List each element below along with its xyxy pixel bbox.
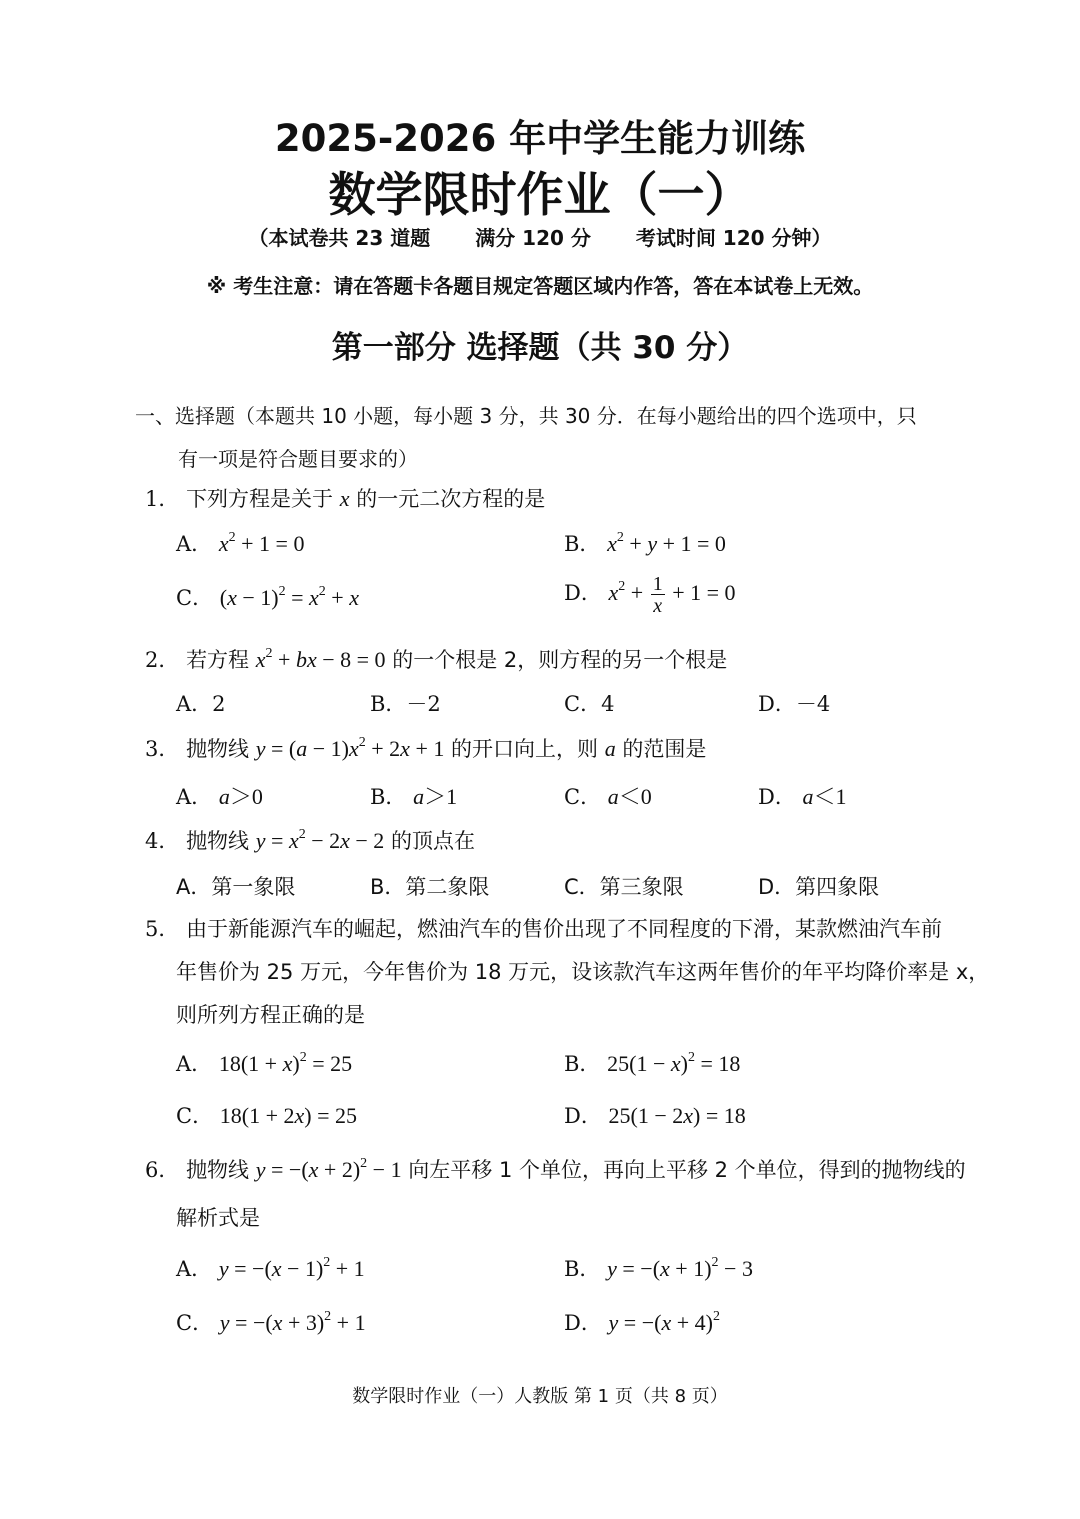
question-6-option-d: D． $y = -(x + 4)^2$ [564, 1309, 720, 1335]
question-2-number: 2． [145, 648, 180, 672]
title-line1: 2025-2026 年中学生能力训练 [274, 117, 806, 160]
notice-text: ※ 考生注意：请在答题卡各题目规定答题区域内作答，答在本试卷上无效。 [206, 274, 874, 298]
question-2-option-d: D．－4 [758, 692, 831, 716]
question-6-option-c: C． $y = -(x + 3)^2 + 1$ [176, 1309, 366, 1335]
question-5-stem-line1: 5． 由于新能源汽车的崛起，燃油汽车的售价出现了不同程度的下滑，某款燃油汽车前 [145, 917, 943, 941]
question-1-stem: 1． 下列方程是关于 x 的一元二次方程的是 [145, 486, 546, 511]
question-6-option-a: A． $y = -(x - 1)^2 + 1$ [176, 1255, 365, 1281]
question-3-stem: 3． 抛物线 $y = (a - 1)x^2 + 2x + 1$ 的开口向上，则 a 的范围是 [145, 735, 707, 761]
question-5-option-b: B． $25(1 - x)^2 = 18$ [564, 1050, 741, 1076]
question-5-option-c: C． 18(1 + 2x) = 25 [176, 1103, 357, 1128]
question-4-option-c: C．第三象限 [564, 875, 684, 899]
question-5-stem-line3: 则所列方程正确的是 [176, 1003, 365, 1027]
question-3-option-a: A． a＞0 [176, 784, 263, 809]
question-6-stem-line2: 解析式是 [176, 1206, 260, 1230]
question-6-option-b: B． $y = -(x + 1)^2 - 3$ [564, 1255, 753, 1281]
question-2-option-c: C．4 [564, 692, 615, 716]
section-instruction-line1: 一、选择题（本题共 10 小题，每小题 3 分，共 30 分．在每小题给出的四个选项中，只 [135, 404, 917, 428]
meta-time: 考试时间 120 分钟） [635, 226, 832, 250]
question-4-stem: 4． 抛物线 $y = x^2 - 2x - 2$ 的顶点在 [145, 827, 475, 853]
meta-score: 满分 120 分 [475, 226, 591, 250]
question-5-number: 5． [145, 917, 180, 941]
question-1-option-d: D． $x^2$ + $\frac{1}{x}$ + 1 = 0 [564, 573, 736, 617]
exam-meta [0, 222, 1080, 251]
question-3-option-d: D． a＜1 [758, 784, 847, 809]
page-footer: 数学限时作业（一）人教版 第 1 页（共 8 页） [352, 1386, 728, 1407]
question-5-stem-line2: 年售价为 25 万元，今年售价为 18 万元，设该款汽车这两年售价的年平均降价率是 x， [176, 960, 990, 984]
question-6-number: 6． [145, 1158, 180, 1182]
question-3-option-c: C． a＜0 [564, 784, 652, 809]
section-instruction-line2: 有一项是符合题目要求的） [178, 447, 418, 471]
question-4-option-d: D．第四象限 [758, 875, 880, 899]
question-2-stem: 2． 若方程 $x^2$ + bx − 8 = 0 的一个根是 2，则方程的另一个根是 [145, 646, 728, 672]
part-title: 第一部分 选择题（共 30 分） [331, 330, 749, 366]
question-5-option-d: D． 25(1 − 2x) = 18 [564, 1103, 746, 1128]
question-3-option-b: B． a＞1 [370, 784, 458, 809]
question-3-number: 3． [145, 737, 180, 761]
question-6-stem-line1: 6． 抛物线 $y = -(x + 2)^2 - 1$ 向左平移 1 个单位，再向上平移 2 个单位，得到的抛物线的 [145, 1156, 966, 1182]
question-4-option-a: A．第一象限 [176, 875, 296, 899]
question-5-option-a: A． $18(1 + x)^2 = 25$ [176, 1050, 353, 1076]
meta-questions: （本试卷共 23 道题 [248, 226, 431, 250]
question-1-number: 1． [145, 487, 180, 511]
title-line2: 数学限时作业（一） [328, 168, 752, 223]
question-2-option-b: B．－2 [370, 692, 441, 716]
question-1-option-c: C． $(x - 1)^2 = x^2 + x$ [176, 584, 359, 610]
question-2-option-a: A．2 [176, 692, 226, 716]
question-4-option-b: B．第二象限 [370, 875, 490, 899]
question-1-option-b: B． $x^2 + y + 1 = 0$ [564, 530, 726, 556]
question-4-number: 4． [145, 829, 180, 853]
question-1-option-a: A． $x^2 + 1 = 0$ [176, 530, 305, 556]
